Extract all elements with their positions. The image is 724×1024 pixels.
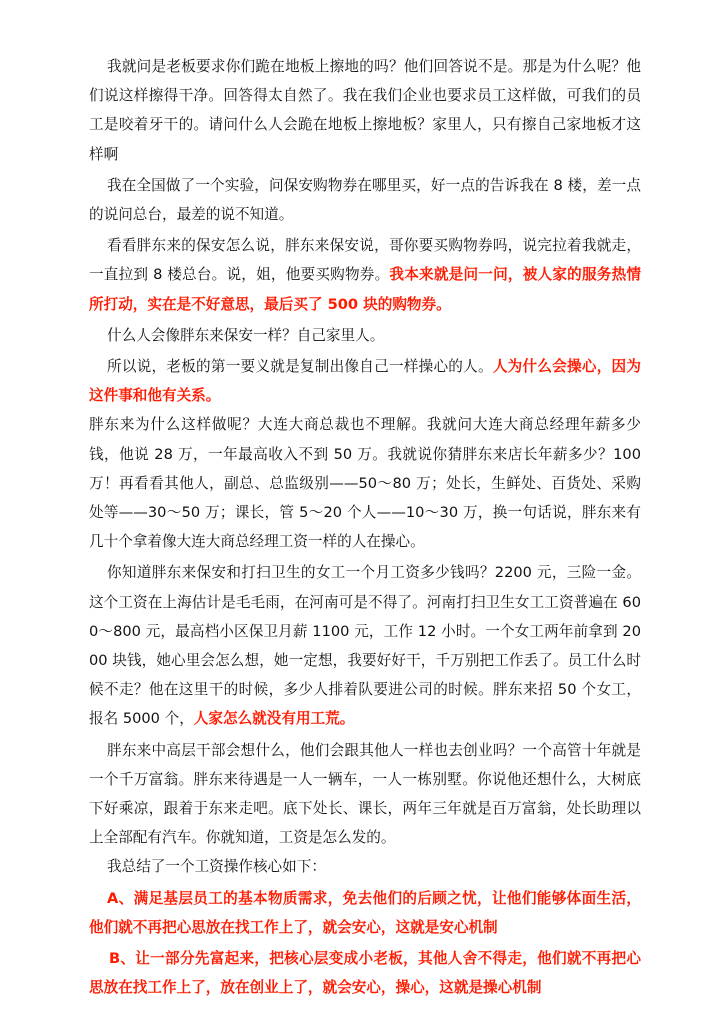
paragraph-text: 你知道胖东来保安和打扫卫生的女工一个月工资多少钱吗？2200 元，三险一金。这个工资在上海估计是毛毛雨，在河南可是不得了。河南打扫卫生女工工资普遍在 600～800 元，最高档小区保卫月薪 1100 元，工作 12 小时。一个女工两年前拿到 2000 块钱，她心里会怎么想，她一定想，我要好好干，千万别把工作丢了。员工什么时候不走？他在这里干的时候，多少人排着队要进公司的时候。胖东来招 50 个女工，报名 5000 个，	[89, 564, 641, 728]
paragraph-text: 什么人会像胖东来保安一样？自己家里人。	[107, 326, 385, 344]
paragraph-salary-comparison	[89, 410, 641, 556]
paragraph-text: 胖东来为什么这样做呢？大连大商总裁也不理解。我就问大连大商总经理年薪多少钱，他说 28 万，一年最高收入不到 50 万。我就说你猜胖东来店长年薪多少？100 万！再看看其他人，副总、总监级别——50～80 万；处长，生鲜处、百货处、采购处等——30～50 万；课长，管 5～20 个人——10～30 万，换一句话说，胖东来有几十个拿着像大连大商总经理工资一样的人在操心。	[89, 416, 641, 551]
paragraph-text: 我总结了一个工资操作核心如下：	[107, 858, 326, 876]
document-page	[89, 52, 641, 1003]
highlight-text: B、让一部分先富起来，把核心层变成小老板，其他人舍不得走，他们就不再把心思放在找工作上了，放在创业上了，就会安心，操心，这就是操心机制	[89, 950, 641, 997]
paragraph-text: 看看胖东来的保安怎么说，胖东来保安说，哥你要买购物券吗，说完拉着我就走，一直拉到 8 楼总台。说，姐，他要买购物券。	[89, 237, 641, 284]
paragraph-text: 所以说，老板的第一要义就是复制出像自己一样操心的人。	[107, 358, 493, 376]
paragraph-point-b	[89, 944, 641, 1002]
paragraph-pangdonglai-guard	[89, 231, 641, 319]
paragraph-family-question	[89, 321, 641, 350]
paragraph-summary-intro	[89, 852, 641, 881]
paragraph-text: 胖东来中高层干部会想什么，他们会跟其他人一样也去创业吗？一个高管十年就是一个千万富翁。胖东来待遇是一人一辆车，一人一栋别墅。你说他还想什么，大树底下好乘凉，跟着于东来走吧。底下处长、课长，两年三年就是百万富翁，处长助理以上全部配有汽车。你就知道，工资是怎么发的。	[89, 741, 641, 847]
paragraph-text: 我就问是老板要求你们跪在地板上擦地的吗？他们回答说不是。那是为什么呢？他们说这样擦得干净。回答得太自然了。我在我们企业也要求员工这样做，可我们的员工是咬着牙干的。请问什么人会跪在地板上擦地板？家里人，只有擦自己家地板才这样啊	[89, 58, 641, 163]
paragraph-boss-duty	[89, 352, 641, 410]
paragraph-worker-wages	[89, 558, 641, 733]
paragraph-management-benefits	[89, 736, 641, 853]
paragraph-floor-cleaning	[89, 52, 641, 169]
highlight-text: A、满足基层员工的基本物质需求，免去他们的后顾之忧，让他们能够体面生活，他们就不再把心思放在找工作上了，就会安心，这就是安心机制	[89, 889, 641, 936]
highlight-text: 我本来就是问一问，被人家的服务热情所打动，实在是不好意思，最后买了 500 块的购物券。	[89, 266, 641, 313]
highlight-text: 人家怎么就没有用工荒。	[193, 710, 355, 728]
paragraph-text: 我在全国做了一个实验，问保安购物券在哪里买，好一点的告诉我在 8 楼，差一点的说问总台，最差的说不知道。	[89, 176, 641, 224]
paragraph-point-a	[89, 884, 641, 942]
paragraph-security-experiment	[89, 171, 641, 229]
highlight-text: 人为什么会操心，因为这件事和他有关系。	[89, 358, 641, 405]
